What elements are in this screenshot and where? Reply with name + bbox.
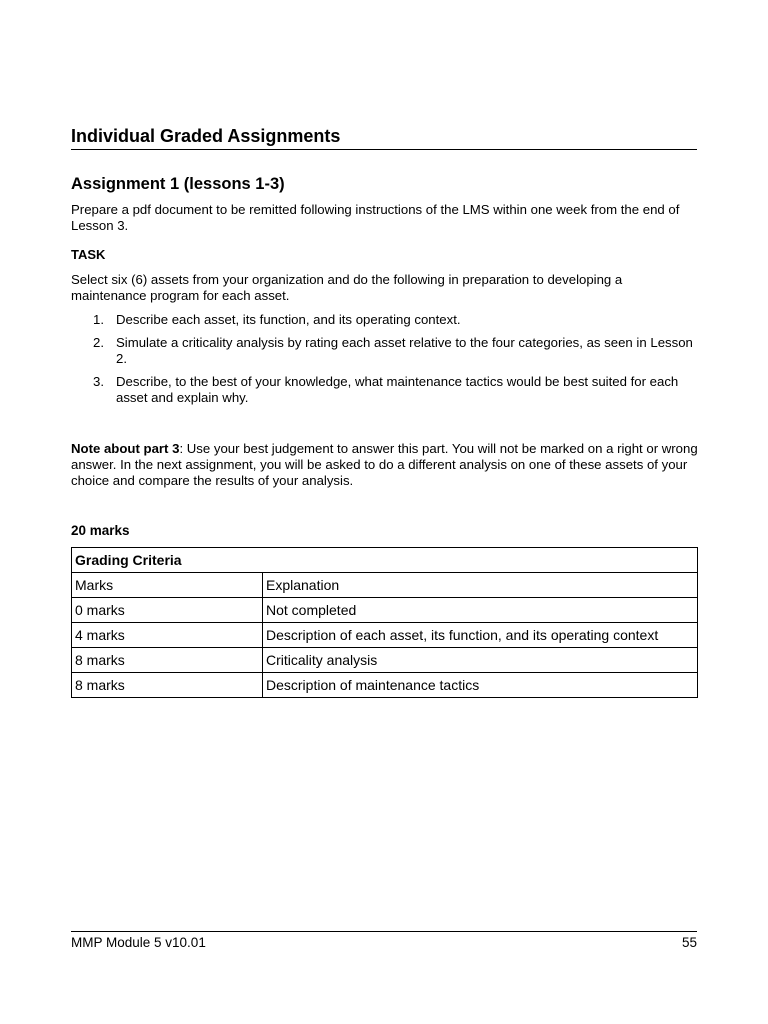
task-step-number: 2. (93, 335, 104, 350)
note-paragraph (71, 441, 701, 489)
total-marks: 20 marks (71, 523, 130, 538)
table-header-row (72, 573, 698, 598)
task-step-text: Describe, to the best of your knowledge, what maintenance tactics would be best suited for each asset and explain why. (116, 374, 679, 405)
marks-cell: 8 marks (72, 673, 263, 698)
column-header-explanation: Explanation (263, 573, 698, 598)
table-row (72, 598, 698, 623)
explanation-cell: Not completed (263, 598, 698, 623)
explanation-cell: Description of each asset, its function, and its operating context (263, 623, 698, 648)
grading-criteria-table (71, 547, 698, 698)
page-footer (71, 931, 697, 952)
task-step-text: Simulate a criticality analysis by rating each asset relative to the four categories, as seen in Lesson 2. (116, 335, 693, 366)
task-step (71, 312, 697, 328)
task-step-number: 1. (93, 312, 104, 327)
task-description: Select six (6) assets from your organization and do the following in preparation to developing a maintenance program for each asset. (71, 272, 623, 303)
table-caption: Grading Criteria (72, 548, 698, 573)
note-label: Note about part 3 (71, 441, 180, 456)
assignment-intro: Prepare a pdf document to be remitted following instructions of the LMS within one week from the end of Lesson 3. (71, 202, 680, 233)
task-step-number: 3. (93, 374, 104, 389)
marks-cell: 4 marks (72, 623, 263, 648)
table-row (72, 648, 698, 673)
table-row (72, 673, 698, 698)
footer-module-label: MMP Module 5 v10.01 (71, 935, 206, 950)
table-caption-row (72, 548, 698, 573)
table-row (72, 623, 698, 648)
section-title: Individual Graded Assignments (71, 126, 697, 150)
task-step (71, 374, 697, 406)
task-steps-list (71, 312, 697, 413)
task-label: TASK (71, 247, 106, 262)
assignment-title: Assignment 1 (lessons 1-3) (71, 175, 285, 193)
explanation-cell: Criticality analysis (263, 648, 698, 673)
column-header-marks: Marks (72, 573, 263, 598)
explanation-cell: Description of maintenance tactics (263, 673, 698, 698)
note-text: : Use your best judgement to answer this part. You will not be marked on a right or wrong answer. In the next assignment, you will be asked to do a different analysis on one of these assets of your choice and compare the results of your analysis. (71, 441, 698, 488)
page-number: 55 (681, 935, 697, 950)
marks-cell: 0 marks (72, 598, 263, 623)
task-step (71, 335, 697, 367)
task-step-text: Describe each asset, its function, and its operating context. (116, 312, 461, 327)
marks-cell: 8 marks (72, 648, 263, 673)
